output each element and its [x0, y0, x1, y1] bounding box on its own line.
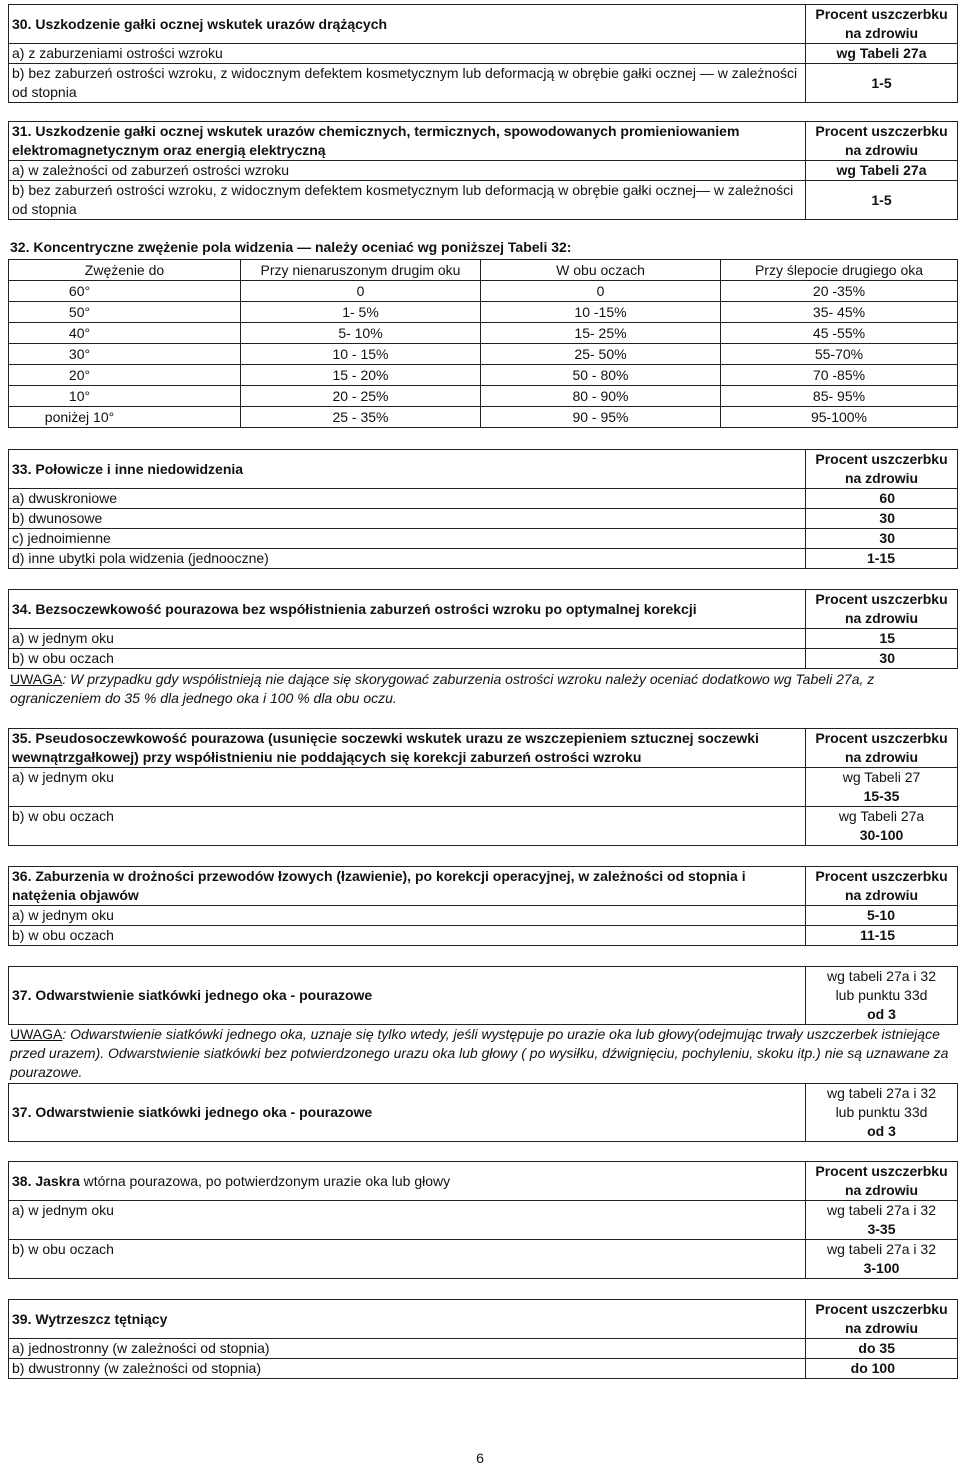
section-32-cell: 85- 95% — [721, 386, 958, 407]
section-37b-value: wg tabeli 27a i 32 lub punktu 33d od 3 — [806, 1084, 958, 1142]
section-35-value-b: wg Tabeli 27a 30-100 — [806, 807, 958, 846]
s39-item-label: b) dwustronny (w zależności od stopnia) — [9, 1359, 806, 1379]
s39-item-value: do 35 — [806, 1339, 958, 1359]
section-34-header: Procent uszczerbku na zdrowiu — [806, 590, 958, 629]
section-31-table — [8, 121, 958, 220]
section-32-cell: 70 -85% — [721, 365, 958, 386]
section-32-cell: 40° — [9, 323, 241, 344]
section-32-cell: 0 — [241, 281, 481, 302]
section-32-col-header: Zwężenie do — [9, 260, 241, 281]
section-38-value-a: wg tabeli 27a i 32 3-35 — [806, 1201, 958, 1240]
list-item — [9, 926, 958, 946]
section-38-title: 38. Jaskra wtórna pourazowa, po potwierdzonym urazie oka lub głowy — [9, 1162, 806, 1201]
section-32-row — [9, 281, 958, 302]
section-38-value-b: wg tabeli 27a i 32 3-100 — [806, 1240, 958, 1279]
s33-item-label: d) inne ubytki pola widzenia (jednooczne) — [9, 549, 806, 569]
list-item — [9, 649, 958, 669]
section-32-cell: 15 - 20% — [241, 365, 481, 386]
s36-item-value: 11-15 — [806, 926, 958, 946]
section-35-value-a: wg Tabeli 27 15-35 — [806, 768, 958, 807]
section-37a-note: UWAGA: Odwarstwienie siatkówki jednego oka, uznaje się tylko wtedy, jeśli występuje po urazie oka lub głowy(odejmując trwały uszczerbek istniejące przed urazem). Odwarstwienie siatkówki bez potwierdzonego urazu oka lub głowy ( po wysiłku, dźwignięciu, pochyleniu, skoku itp.) nie są uznawane za pourazowe. — [10, 1026, 949, 1080]
section-32-cell: 15- 25% — [481, 323, 721, 344]
s36-item-label: a) w jednym oku — [9, 906, 806, 926]
s33-item-label: a) dwuskroniowe — [9, 489, 806, 509]
section-32-cell: 10 - 15% — [241, 344, 481, 365]
section-39-title: 39. Wytrzeszcz tętniący — [9, 1300, 806, 1339]
section-32-cell: 10 -15% — [481, 302, 721, 323]
section-31-item-a: a) w zależności od zaburzeń ostrości wzroku — [9, 161, 806, 181]
s34-item-label: a) w jednym oku — [9, 629, 806, 649]
section-35-header: Procent uszczerbku na zdrowiu — [806, 729, 958, 768]
section-38-item-b: b) w obu oczach — [9, 1240, 806, 1279]
section-32-cell: 50 - 80% — [481, 365, 721, 386]
section-32-cell: 20 - 25% — [241, 386, 481, 407]
section-33-table — [8, 449, 958, 569]
section-36-header: Procent uszczerbku na zdrowiu — [806, 867, 958, 906]
section-39-header: Procent uszczerbku na zdrowiu — [806, 1300, 958, 1339]
section-32-title: 32. Koncentryczne zwężenie pola widzenia — należy oceniać wg poniższej Tabeli 32: — [10, 239, 572, 255]
section-37b-title: 37. Odwarstwienie siatkówki jednego oka - pourazowe — [9, 1084, 806, 1142]
section-31-value-a: wg Tabeli 27a — [806, 161, 958, 181]
section-31-item-b: b) bez zaburzeń ostrości wzroku, z widocznym defektem kosmetycznym lub deformacją w obrębie gałki ocznej— w zależności od stopnia — [9, 181, 806, 220]
section-32-cell: 20° — [9, 365, 241, 386]
section-31-value-b: 1-5 — [806, 181, 958, 220]
section-32-cell: 0 — [481, 281, 721, 302]
s33-item-value: 30 — [806, 529, 958, 549]
s33-item-value: 1-15 — [806, 549, 958, 569]
section-32-cell: 50° — [9, 302, 241, 323]
section-30-title: 30. Uszkodzenie gałki ocznej wskutek urazów drążących — [9, 5, 806, 44]
section-32-row — [9, 302, 958, 323]
section-32-cell: 25 - 35% — [241, 407, 481, 428]
section-31-title: 31. Uszkodzenie gałki ocznej wskutek urazów chemicznych, termicznych, spowodowanych promieniowaniem elektromagnetycznym oraz energią elektryczną — [9, 122, 806, 161]
section-35-table — [8, 728, 958, 846]
section-30-header: Procent uszczerbku na zdrowiu — [806, 5, 958, 44]
list-item — [9, 906, 958, 926]
section-32-row — [9, 407, 958, 428]
section-35-item-b: b) w obu oczach — [9, 807, 806, 846]
section-34-note: UWAGA: W przypadku gdy współistnieją nie dające się skorygować zaburzenia ostrości wzroku należy oceniać dodatkowo wg Tabeli 27a, z ograniczeniem do 35 % dla jednego oka i 100 % dla obu oczu. — [10, 671, 875, 706]
section-32-cell: poniżej 10° — [9, 407, 241, 428]
section-32-cell: 20 -35% — [721, 281, 958, 302]
section-32-cell: 35- 45% — [721, 302, 958, 323]
section-32-col-header: Przy nienaruszonym drugim oku — [241, 260, 481, 281]
section-30-item-a: a) z zaburzeniami ostrości wzroku — [9, 44, 806, 64]
section-32-row — [9, 323, 958, 344]
section-39-table — [8, 1299, 958, 1379]
section-32-cell: 45 -55% — [721, 323, 958, 344]
s34-item-value: 15 — [806, 629, 958, 649]
section-32-table — [8, 259, 958, 428]
section-32-row — [9, 386, 958, 407]
section-36-title: 36. Zaburzenia w drożności przewodów łzowych (łzawienie), po korekcji operacyjnej, w zależności od stopnia i natężenia objawów — [9, 867, 806, 906]
s33-item-value: 30 — [806, 509, 958, 529]
section-32-col-header: W obu oczach — [481, 260, 721, 281]
section-36-table — [8, 866, 958, 946]
section-32-cell: 10° — [9, 386, 241, 407]
section-30-item-b: b) bez zaburzeń ostrości wzroku, z widocznym defektem kosmetycznym lub deformacją w obrębie gałki ocznej — w zależności od stopnia — [9, 64, 806, 103]
section-33-header: Procent uszczerbku na zdrowiu — [806, 450, 958, 489]
list-item — [9, 1339, 958, 1359]
section-35-item-a: a) w jednym oku — [9, 768, 806, 807]
section-32-cell: 25- 50% — [481, 344, 721, 365]
s36-item-label: b) w obu oczach — [9, 926, 806, 946]
section-32-header-row — [9, 260, 958, 281]
section-34-title: 34. Bezsoczewkowość pourazowa bez współistnienia zaburzeń ostrości wzroku po optymalnej korekcji — [9, 590, 806, 629]
list-item — [9, 549, 958, 569]
section-34-table — [8, 589, 958, 669]
list-item — [9, 529, 958, 549]
s34-item-value: 30 — [806, 649, 958, 669]
section-35-title: 35. Pseudosoczewkowość pourazowa (usunięcie soczewki wskutek urazu ze wszczepieniem sztucznej soczewki wewnątrzgałkowej) przy współistnieniu nie poddających się korekcji zaburzeń ostrości wzroku — [9, 729, 806, 768]
list-item — [9, 489, 958, 509]
section-32-cell: 1- 5% — [241, 302, 481, 323]
section-37a-title: 37. Odwarstwienie siatkówki jednego oka - pourazowe — [9, 967, 806, 1025]
section-32-row — [9, 344, 958, 365]
section-32-cell: 55-70% — [721, 344, 958, 365]
section-37a-table — [8, 966, 958, 1025]
section-38-item-a: a) w jednym oku — [9, 1201, 806, 1240]
s39-item-value: do 100 — [806, 1359, 958, 1379]
s33-item-label: c) jednoimienne — [9, 529, 806, 549]
section-33-title: 33. Połowicze i inne niedowidzenia — [9, 450, 806, 489]
section-30-value-b: 1-5 — [806, 64, 958, 103]
section-37a-value: wg tabeli 27a i 32 lub punktu 33d od 3 — [806, 967, 958, 1025]
s33-item-value: 60 — [806, 489, 958, 509]
list-item — [9, 1359, 958, 1379]
section-38-table — [8, 1161, 958, 1279]
section-32-cell: 90 - 95% — [481, 407, 721, 428]
s34-item-label: b) w obu oczach — [9, 649, 806, 669]
section-32-col-header: Przy ślepocie drugiego oka — [721, 260, 958, 281]
page-number: 6 — [476, 1450, 484, 1466]
section-30-value-a: wg Tabeli 27a — [806, 44, 958, 64]
section-32-cell: 80 - 90% — [481, 386, 721, 407]
list-item — [9, 629, 958, 649]
s36-item-value: 5-10 — [806, 906, 958, 926]
section-32-cell: 60° — [9, 281, 241, 302]
section-32-row — [9, 365, 958, 386]
section-37b-table — [8, 1083, 958, 1142]
list-item — [9, 509, 958, 529]
section-32-cell: 5- 10% — [241, 323, 481, 344]
s33-item-label: b) dwunosowe — [9, 509, 806, 529]
section-32-cell: 95-100% — [721, 407, 958, 428]
section-30-table — [8, 4, 958, 103]
section-38-header: Procent uszczerbku na zdrowiu — [806, 1162, 958, 1201]
s39-item-label: a) jednostronny (w zależności od stopnia) — [9, 1339, 806, 1359]
section-32-cell: 30° — [9, 344, 241, 365]
section-31-header: Procent uszczerbku na zdrowiu — [806, 122, 958, 161]
